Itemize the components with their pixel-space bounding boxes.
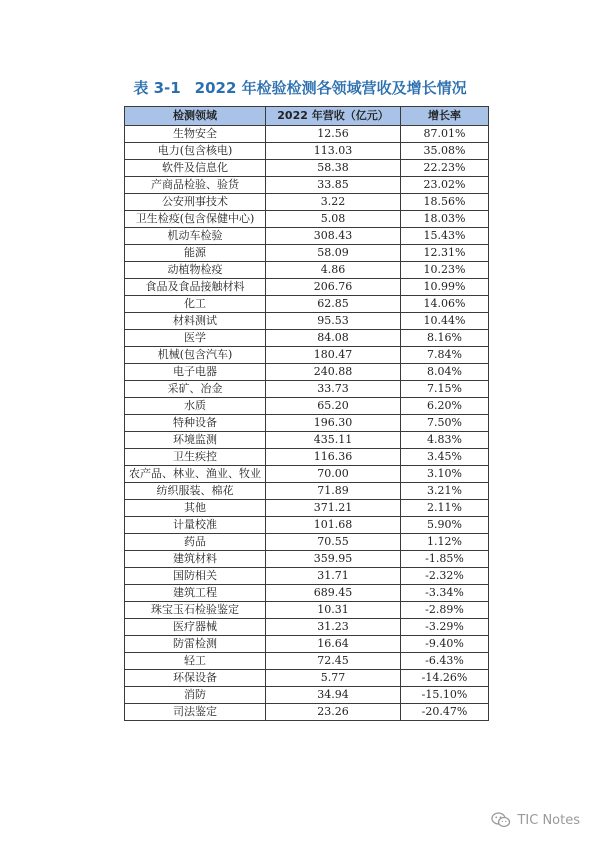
table-row [125,194,489,211]
cell-growth: -3.29% [401,619,489,636]
data-table [124,106,489,721]
cell-revenue: 689.45 [266,585,401,602]
cell-field: 建筑材料 [125,551,266,568]
cell-growth: 4.83% [401,432,489,449]
cell-field: 计量校准 [125,517,266,534]
cell-revenue: 4.86 [266,262,401,279]
cell-field: 食品及食品接触材料 [125,279,266,296]
cell-revenue: 33.85 [266,177,401,194]
cell-field: 司法鉴定 [125,704,266,721]
cell-growth: -3.34% [401,585,489,602]
cell-growth: -20.47% [401,704,489,721]
cell-growth: 35.08% [401,143,489,160]
table-row [125,534,489,551]
cell-field: 生物安全 [125,126,266,143]
table-header-row [125,107,489,126]
cell-field: 动植物检疫 [125,262,266,279]
cell-growth: 3.10% [401,466,489,483]
cell-revenue: 12.56 [266,126,401,143]
watermark [491,812,580,828]
table-row [125,381,489,398]
cell-growth: -2.32% [401,568,489,585]
cell-growth: 87.01% [401,126,489,143]
table-row [125,704,489,721]
cell-growth: 8.16% [401,330,489,347]
cell-growth: 10.44% [401,313,489,330]
cell-revenue: 71.89 [266,483,401,500]
table-row [125,568,489,585]
cell-growth: 14.06% [401,296,489,313]
cell-revenue: 180.47 [266,347,401,364]
table-row [125,296,489,313]
cell-growth: 18.03% [401,211,489,228]
watermark-text: TIC Notes [517,812,580,828]
cell-revenue: 31.23 [266,619,401,636]
cell-growth: 22.23% [401,160,489,177]
cell-revenue: 58.09 [266,245,401,262]
cell-revenue: 31.71 [266,568,401,585]
table-row [125,211,489,228]
table-row [125,279,489,296]
cell-growth: 1.12% [401,534,489,551]
cell-growth: 6.20% [401,398,489,415]
cell-revenue: 84.08 [266,330,401,347]
cell-growth: 10.99% [401,279,489,296]
table-row [125,602,489,619]
cell-field: 采矿、冶金 [125,381,266,398]
table-title [0,77,600,98]
cell-revenue: 196.30 [266,415,401,432]
cell-revenue: 5.08 [266,211,401,228]
cell-growth: 7.84% [401,347,489,364]
table-row [125,687,489,704]
cell-growth: -6.43% [401,653,489,670]
cell-field: 机动车检验 [125,228,266,245]
cell-revenue: 3.22 [266,194,401,211]
table-row [125,245,489,262]
cell-growth: -1.85% [401,551,489,568]
table-row [125,653,489,670]
cell-growth: 7.15% [401,381,489,398]
cell-field: 农产品、林业、渔业、牧业 [125,466,266,483]
cell-revenue: 16.64 [266,636,401,653]
cell-revenue: 33.73 [266,381,401,398]
cell-revenue: 62.85 [266,296,401,313]
cell-field: 防雷检测 [125,636,266,653]
cell-growth: -15.10% [401,687,489,704]
table-row [125,432,489,449]
cell-revenue: 70.55 [266,534,401,551]
cell-growth: 10.23% [401,262,489,279]
cell-growth: 15.43% [401,228,489,245]
cell-growth: 3.21% [401,483,489,500]
cell-field: 卫生疾控 [125,449,266,466]
table-row [125,619,489,636]
cell-revenue: 5.77 [266,670,401,687]
table-row [125,160,489,177]
cell-revenue: 113.03 [266,143,401,160]
cell-growth: -14.26% [401,670,489,687]
table-row [125,415,489,432]
cell-revenue: 371.21 [266,500,401,517]
cell-field: 公安刑事技术 [125,194,266,211]
cell-field: 珠宝玉石检验鉴定 [125,602,266,619]
cell-revenue: 34.94 [266,687,401,704]
column-header-revenue: 2022 年营收（亿元） [266,107,401,126]
table-row [125,143,489,160]
cell-revenue: 435.11 [266,432,401,449]
cell-field: 卫生检疫(包含保健中心) [125,211,266,228]
cell-field: 医疗器械 [125,619,266,636]
cell-revenue: 10.31 [266,602,401,619]
cell-revenue: 308.43 [266,228,401,245]
cell-growth: 7.50% [401,415,489,432]
table-row [125,517,489,534]
cell-revenue: 72.45 [266,653,401,670]
cell-revenue: 95.53 [266,313,401,330]
table-row [125,228,489,245]
cell-revenue: 58.38 [266,160,401,177]
table-row [125,398,489,415]
cell-field: 产商品检验、验货 [125,177,266,194]
cell-growth: 2.11% [401,500,489,517]
cell-field: 水质 [125,398,266,415]
cell-field: 国防相关 [125,568,266,585]
cell-field: 环保设备 [125,670,266,687]
table-row [125,126,489,143]
table-row [125,449,489,466]
table-row [125,636,489,653]
cell-field: 药品 [125,534,266,551]
table-row [125,347,489,364]
table-row [125,313,489,330]
table-row [125,551,489,568]
column-header-growth: 增长率 [401,107,489,126]
cell-field: 机械(包含汽车) [125,347,266,364]
table-row [125,330,489,347]
table-row [125,466,489,483]
cell-revenue: 206.76 [266,279,401,296]
cell-revenue: 116.36 [266,449,401,466]
table-body [125,126,489,721]
cell-growth: 23.02% [401,177,489,194]
table-row [125,262,489,279]
table-title-text: 2022 年检验检测各领域营收及增长情况 [194,79,467,97]
cell-revenue: 359.95 [266,551,401,568]
cell-field: 建筑工程 [125,585,266,602]
cell-field: 电子电器 [125,364,266,381]
table-row [125,483,489,500]
table-row [125,670,489,687]
cell-field: 材料测试 [125,313,266,330]
table-row [125,364,489,381]
cell-field: 特种设备 [125,415,266,432]
cell-revenue: 70.00 [266,466,401,483]
column-header-field: 检测领域 [125,107,266,126]
cell-growth: -2.89% [401,602,489,619]
table-row [125,177,489,194]
cell-field: 能源 [125,245,266,262]
cell-revenue: 65.20 [266,398,401,415]
cell-field: 化工 [125,296,266,313]
cell-revenue: 240.88 [266,364,401,381]
cell-revenue: 23.26 [266,704,401,721]
cell-growth: 5.90% [401,517,489,534]
cell-growth: 12.31% [401,245,489,262]
cell-growth: 3.45% [401,449,489,466]
wechat-icon [491,812,511,828]
table-number: 表 3-1 [133,79,181,97]
cell-field: 环境监测 [125,432,266,449]
cell-field: 纺织服装、棉花 [125,483,266,500]
cell-field: 轻工 [125,653,266,670]
cell-revenue: 101.68 [266,517,401,534]
table-row [125,585,489,602]
cell-growth: 18.56% [401,194,489,211]
cell-growth: -9.40% [401,636,489,653]
table-row [125,500,489,517]
cell-field: 软件及信息化 [125,160,266,177]
cell-growth: 8.04% [401,364,489,381]
cell-field: 电力(包含核电) [125,143,266,160]
cell-field: 消防 [125,687,266,704]
cell-field: 医学 [125,330,266,347]
cell-field: 其他 [125,500,266,517]
